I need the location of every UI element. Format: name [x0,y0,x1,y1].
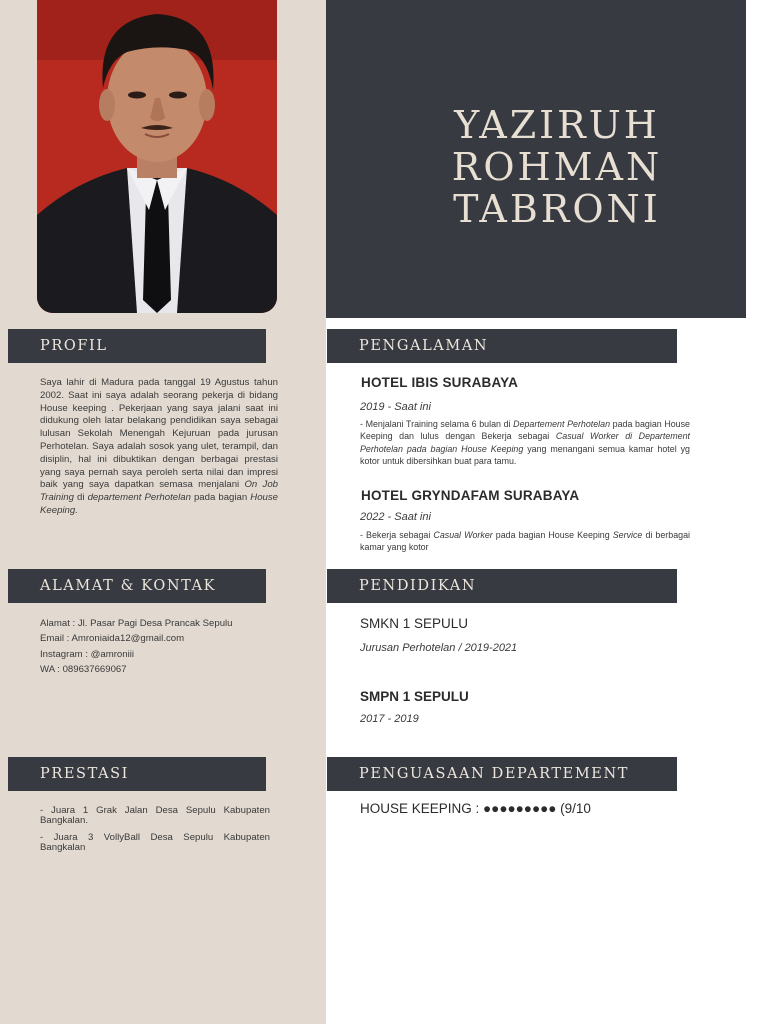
achievements-section-title: PRESTASI [40,766,130,782]
job-description-1 [360,418,690,467]
name-line-1: YAZIRUH [454,103,660,147]
job-desc-italic: Casual Worker [433,530,493,540]
school-name-2: SMPN 1 SEPULU [360,689,469,704]
school-name-1: SMKN 1 SEPULU [360,616,469,631]
name-line-3: TABRONI [453,187,661,231]
profile-text-part: di [73,492,88,504]
education-section-header [327,569,677,603]
profile-text [40,377,278,518]
name-line-2: ROHMAN [451,145,663,189]
skill-house-keeping: HOUSE KEEPING : ●●●●●●●●● (9/10 [360,801,591,816]
experience-section-title: PENGALAMAN [359,338,489,354]
contact-section-title: ALAMAT & KONTAK [40,578,217,594]
contact-instagram: Instagram : @amroniii [40,649,134,660]
profile-text-part: pada bagian [190,492,251,504]
portrait-illustration [37,0,277,313]
job-desc-part: - Bekerja sebagai [360,530,434,540]
job-desc-part: yang menangani semua kamar hotel yg kotor untuk dibersihkan buat para tamu. [360,443,690,466]
achievement-item-1: - Juara 1 Grak Jalan Desa Sepulu Kabupaten Bangkalan. [40,805,270,826]
contact-whatsapp: WA : 089637669067 [40,664,127,675]
achievement-item-2: - Juara 3 VollyBall Desa Sepulu Kabupaten Bangkalan [40,832,270,853]
job-period-1: 2019 - Saat ini [360,401,431,413]
job-desc-part: - Menjalani Training selama 6 bulan di [360,419,514,429]
profile-photo [37,0,277,313]
contact-section-header [8,569,266,603]
job-desc-part: pada bagian House Keeping dan lulus dengan Bekerja sebagai [360,419,690,442]
experience-section-header [327,329,677,363]
profile-text-italic: On Job Training [40,479,278,504]
full-name [326,104,768,230]
skills-section-title: PENGUASAAN DEPARTEMENT [359,766,630,782]
profile-section-header [8,329,266,363]
job-company-1: HOTEL IBIS SURABAYA [361,375,519,390]
education-section-title: PENDIDIKAN [359,578,477,594]
skills-section-header [327,757,677,791]
job-desc-part: di berbagai kamar yang kotor [360,530,690,553]
job-period-2: 2022 - Saat ini [360,511,431,523]
job-desc-italic: Departement Perhotelan [513,419,611,429]
profile-text-italic: departement Perhotelan [87,492,191,504]
contact-address: Alamat : Jl. Pasar Pagi Desa Prancak Sepulu [40,618,233,629]
job-desc-italic: Service [612,530,643,540]
profile-text-part: Saya lahir di Madura pada tanggal 19 Agustus tahun 2002. Saat ini saya adalah seorang pekerja di bidang House keeping . Pekerjaan yang saya jalani saat ini didukung oleh latar belakang pendidikan saya sebagai lulusan Sekolah Menengah Kejuruan pada jurusan Perhotelan. Saya adalah sosok yang ulet, terampil, dan disiplin, hal ini dibuktikan dengan berbagai prestasi yang saya pernah saya peroleh serta nilai dan impresi baik yang saya dapatkan semasa menjalani [40,377,278,491]
job-company-2: HOTEL GRYNDAFAM SURABAYA [361,488,580,503]
school-period-2: 2017 - 2019 [360,713,419,725]
achievements-section-header [8,757,266,791]
profile-section-title: PROFIL [40,338,108,354]
contact-email[interactable]: Email : Amroniaida12@gmail.com [40,633,185,644]
school-major-1: Jurusan Perhotelan / 2019-2021 [360,642,518,654]
job-desc-italic: Casual Worker di Departement Perhotelan pada bagian House Keeping [360,431,690,454]
job-description-2 [360,529,690,554]
job-desc-part: pada bagian House Keeping [492,530,613,540]
profile-text-italic: House Keeping. [40,492,278,516]
